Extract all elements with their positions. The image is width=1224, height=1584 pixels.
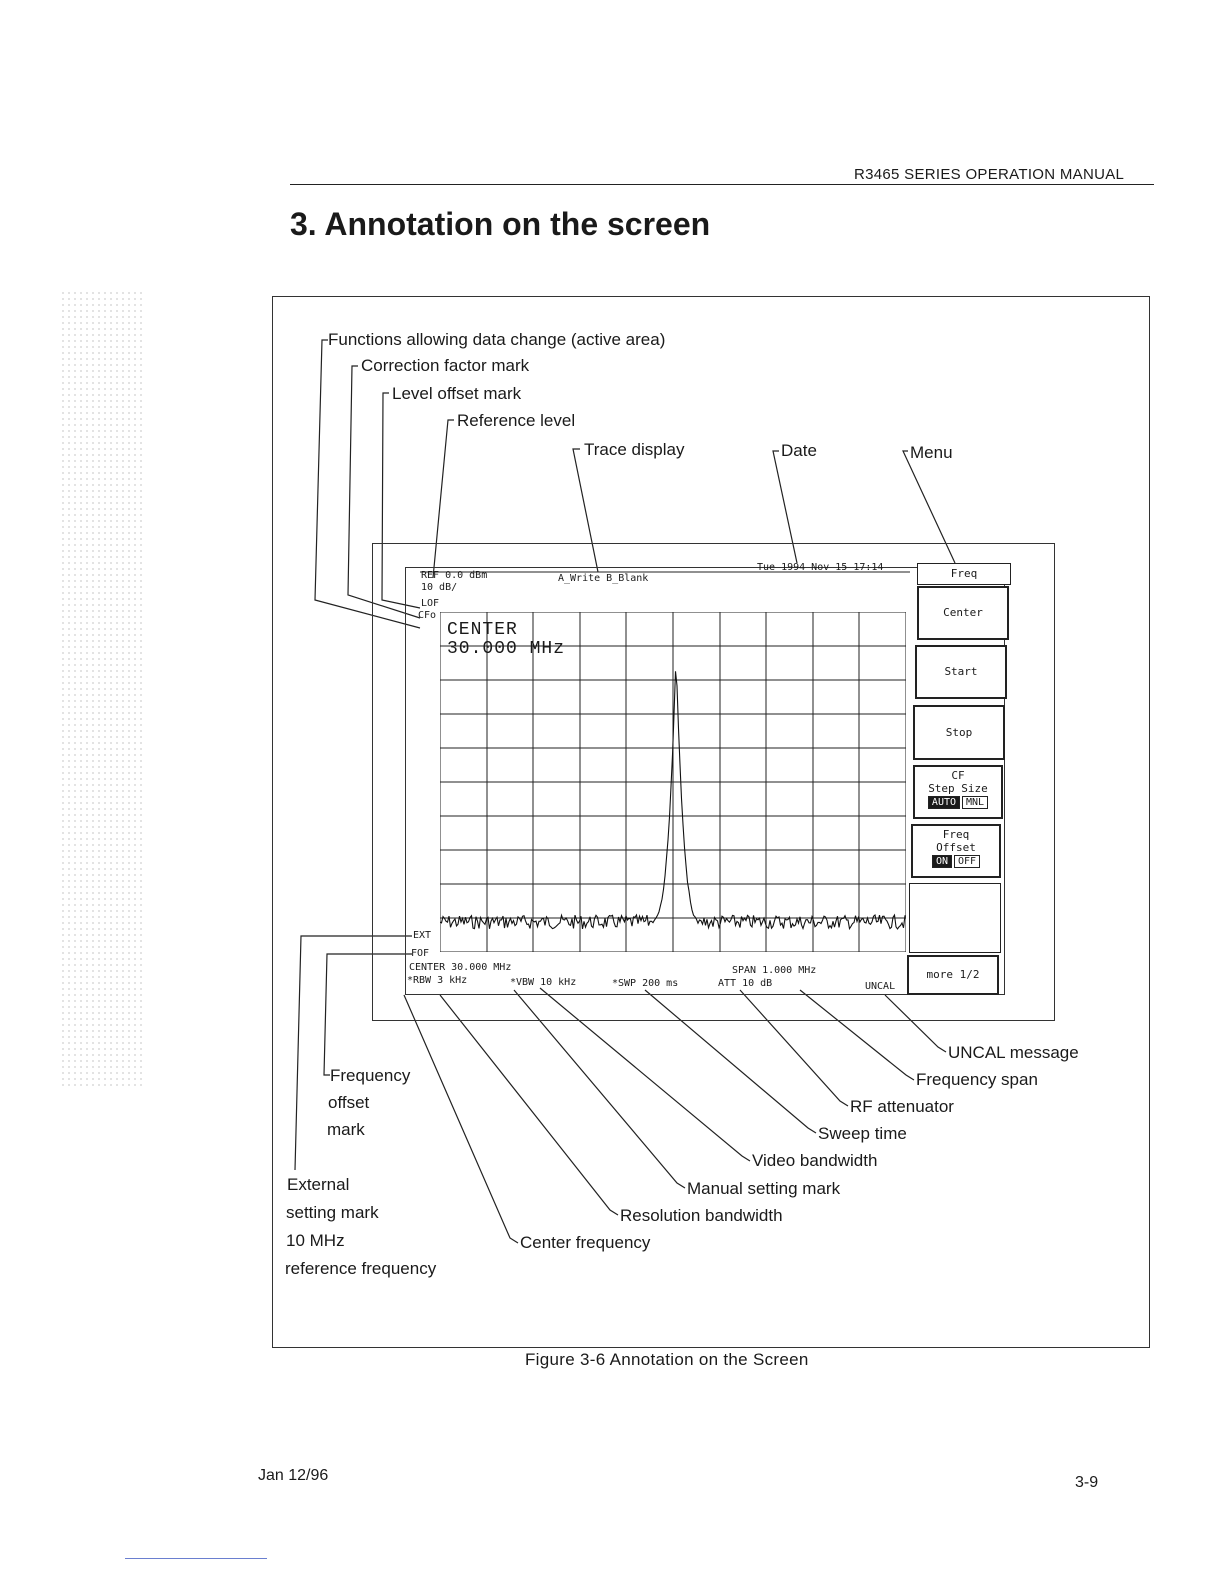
- callout-center-frequency: Center frequency: [520, 1233, 651, 1252]
- footer-line: [125, 1558, 267, 1559]
- callout-rf-attenuator: RF attenuator: [850, 1097, 954, 1116]
- center-frequency: CENTER 30.000 MHz: [409, 962, 512, 973]
- callout-external-2: setting mark: [286, 1203, 379, 1222]
- scale: 10 dB/: [421, 582, 458, 593]
- graticule: [440, 612, 906, 952]
- callout-external-1: External: [287, 1175, 350, 1194]
- callout-correction-factor: Correction factor mark: [361, 356, 530, 375]
- frequency-span: SPAN 1.000 MHz: [732, 965, 817, 976]
- callout-external-4: reference frequency: [285, 1259, 437, 1278]
- callout-sweep-time: Sweep time: [818, 1124, 907, 1143]
- rbw: *RBW 3 kHz: [407, 975, 468, 986]
- lof-mark: LOF: [421, 598, 440, 609]
- manual-title: R3465 SERIES OPERATION MANUAL: [854, 166, 1125, 183]
- leader-rbw: [440, 995, 618, 1215]
- callout-trace-display: Trace display: [584, 440, 685, 459]
- callout-video-bandwidth: Video bandwidth: [752, 1151, 878, 1170]
- fof-mark: FOF: [411, 948, 430, 959]
- softkey-blank: [909, 883, 1001, 953]
- callout-external-3: 10 MHz: [286, 1231, 345, 1250]
- callout-uncal-message: UNCAL message: [948, 1043, 1079, 1062]
- callout-date: Date: [781, 441, 817, 460]
- softkey-cf-step-size[interactable]: CF Step Size AUTO MNL: [913, 765, 1003, 819]
- rf-attenuator: ATT 10 dB: [718, 978, 773, 989]
- section-title: 3. Annotation on the screen: [290, 206, 711, 242]
- callout-reference-level: Reference level: [457, 411, 576, 430]
- callout-manual-setting: Manual setting mark: [687, 1179, 841, 1198]
- cfo-mark: CFo: [418, 610, 437, 621]
- callout-resolution-bandwidth: Resolution bandwidth: [620, 1206, 783, 1225]
- callout-frequency-span: Frequency span: [916, 1070, 1038, 1089]
- menu-title: Freq: [917, 563, 1011, 585]
- callout-freq-offset-2: offset: [328, 1093, 370, 1112]
- toggle-mnl[interactable]: MNL: [962, 796, 988, 809]
- sweep-time: *SWP 200 ms: [612, 978, 679, 989]
- softkey-start[interactable]: Start: [915, 645, 1007, 699]
- leader-center-freq: [404, 995, 518, 1243]
- toggle-on[interactable]: ON: [932, 855, 952, 868]
- callout-freq-offset-1: Frequency: [330, 1066, 411, 1085]
- softkey-more[interactable]: more 1/2: [907, 955, 999, 995]
- ref-level: REF 0.0 dBm: [421, 570, 488, 581]
- footer-date: Jan 12/96: [258, 1467, 329, 1484]
- datetime: Tue 1994 Nov 15 17:14: [757, 562, 884, 573]
- callout-freq-offset-3: mark: [327, 1120, 365, 1139]
- page-number: 3-9: [1075, 1474, 1099, 1491]
- trace-status: A_Write B_Blank: [558, 573, 649, 584]
- figure-caption: Figure 3-6 Annotation on the Screen: [525, 1350, 809, 1369]
- uncal-message: UNCAL: [865, 981, 896, 992]
- softkey-freq-offset[interactable]: Freq Offset ON OFF: [911, 824, 1001, 878]
- active-label: CENTER: [447, 620, 518, 640]
- toggle-auto[interactable]: AUTO: [928, 796, 960, 809]
- callout-menu: Menu: [910, 443, 953, 462]
- vbw: *VBW 10 kHz: [510, 977, 577, 988]
- toggle-off[interactable]: OFF: [954, 855, 980, 868]
- active-value: 30.000 MHz: [447, 639, 566, 659]
- callout-functions: Functions allowing data change (active area): [328, 330, 666, 349]
- callout-level-offset: Level offset mark: [392, 384, 522, 403]
- status-rule: [420, 570, 910, 576]
- softkey-stop[interactable]: Stop: [913, 705, 1005, 760]
- ext-mark: EXT: [413, 930, 432, 941]
- softkey-center[interactable]: Center: [917, 586, 1009, 640]
